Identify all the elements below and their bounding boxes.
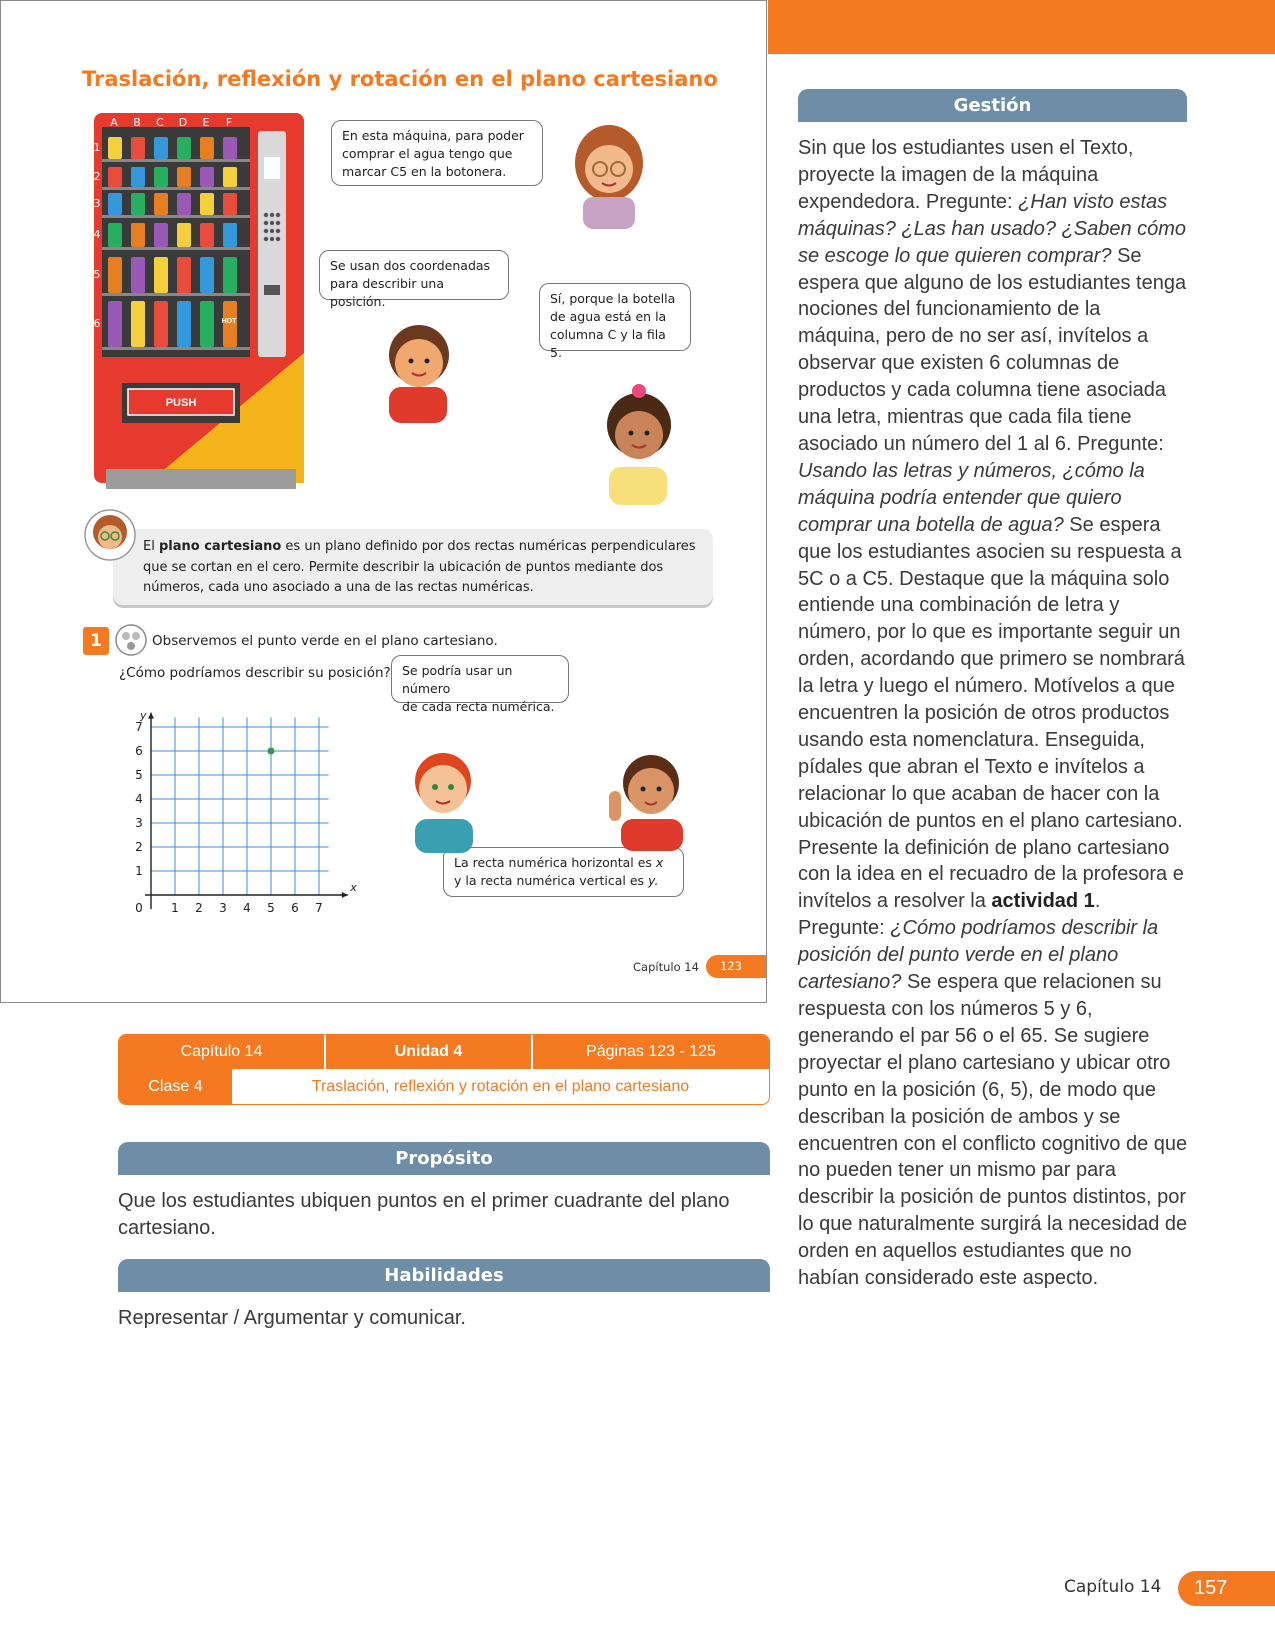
- kid4-speech-bubble: La recta numérica horizontal es x y la recta numérica vertical es y.: [443, 847, 684, 897]
- product-item: [200, 167, 214, 187]
- activity-instruction: Observemos el punto verde en el plano cartesiano.: [152, 633, 498, 649]
- gestion-heading: Gestión: [798, 89, 1187, 122]
- product-item: [154, 223, 168, 247]
- gestion-text: Sin que los estudiantes usen el Texto, proyecte la imagen de la máquina expendedora. Pregunte: ¿Han visto estas máquinas? ¿Las han usado? ¿Saben cómo se escoge lo que quieren comprar? Se espera que alguno de los estudiantes tenga nociones del funcionamiento de la máquina, pero de no ser así, invítelos a observar que existen 6 columnas de productos y cada columna tiene asociada una letra, mientras que cada fila tiene asociado un número del 1 al 6. Pregunte: Usando las letras y números, ¿cómo la máquina podría entender que quiero comprar una botella de agua? Se espera que los estudiantes asocien su respuesta a 5C o a C5. Destaque que la máquina solo entiende una combinación de letra y número, por lo que es importante seguir un orden, acordando que primero se nombrará la letra y luego el número. Motívelos a que encuentren la posición de otros productos usando esta nomenclatura. Enseguida, pídales que abran el Texto e invítelos a relacionar lo que acaban de hacer con la ubicación de puntos en el plano cartesiano. Presente la definición de plano cartesiano con la idea en el recuadro de la profesora e invítelos a resolver la actividad 1. Pregunte: ¿Cómo podríamos describir la posición del punto verde en el plano cartesiano? Se espera que relacionen su respuesta con los números 5 y 6, generando el par 56 o el 65. Se sugiere proyectar el plano cartesiano y ubicar otro punto en la posición (6, 5), de modo que describan la posición de ambos y se encuentren con el conflicto cognitivo de que no pueden tener un mismo par para describir la posición de puntos distintos, por lo que naturalmente surgirá la necesidad de orden en aquellos estudiantes que no habían considerado este aspecto.: [798, 137, 1188, 1290]
- student-page-preview: [0, 0, 767, 1003]
- vending-machine-illustration: [88, 113, 310, 501]
- y-tick-label: 7: [135, 720, 143, 734]
- boy-character-illustration: [379, 313, 459, 423]
- top-accent-band: [768, 0, 1275, 54]
- product-item: [154, 167, 168, 187]
- cartesian-plane: [126, 685, 376, 925]
- product-item: [200, 137, 214, 159]
- row-label: 4: [93, 228, 101, 241]
- display-icon: [264, 157, 280, 179]
- product-item: [154, 137, 168, 159]
- column-label: E: [202, 116, 210, 129]
- info-table-header-row: [119, 1035, 769, 1069]
- activity-number-badge: 1: [83, 627, 109, 655]
- habilidades-heading: Habilidades: [118, 1259, 770, 1292]
- unit-cell: Unidad 4: [394, 1043, 463, 1060]
- y-axis-label: y: [140, 709, 147, 722]
- proposito-heading: Propósito: [118, 1142, 770, 1175]
- product-item: [200, 257, 214, 293]
- x-tick-label: 1: [171, 901, 179, 915]
- y-tick-label: 6: [135, 744, 143, 758]
- y-tick-label: 3: [135, 816, 143, 830]
- student-page-number: 123: [706, 955, 767, 978]
- product-item: [154, 301, 168, 347]
- product-item: [131, 301, 145, 347]
- y-tick-label: 4: [135, 792, 143, 806]
- x-axis-label: x: [350, 881, 357, 894]
- girl-speech-bubble: Sí, porque la botella de agua está en la columna C y la fila 5.: [539, 283, 691, 351]
- product-item: [154, 257, 168, 293]
- page-chapter-label: Capítulo 14: [1064, 1577, 1162, 1597]
- row-label: 2: [93, 170, 101, 183]
- teacher-avatar: [83, 508, 137, 562]
- plane-grid: [151, 717, 329, 895]
- product-item: [177, 137, 191, 159]
- column-label: A: [110, 116, 118, 129]
- class-title-cell: Traslación, reflexión y rotación en el plano cartesiano: [311, 1078, 690, 1095]
- proposito-text: Que los estudiantes ubiquen puntos en el primer cuadrante del plano cartesiano.: [118, 1190, 730, 1239]
- product-item: [223, 193, 237, 215]
- definition-box: El plano cartesiano es un plano definido por dos rectas numéricas perpendiculares que se cortan en el cero. Permite describir la ubicación de puntos mediante dos números, cada uno asociado a una de las rectas numéricas.: [113, 529, 713, 605]
- machine-base: [106, 469, 296, 489]
- y-tick-label: 5: [135, 768, 143, 782]
- class-label-cell: Clase 4: [119, 1069, 232, 1105]
- column-label: C: [156, 116, 164, 129]
- info-table-class-row: [119, 1069, 769, 1105]
- definition-term: plano cartesiano: [158, 539, 282, 554]
- column-label: F: [225, 116, 233, 129]
- row-label: 3: [93, 197, 101, 210]
- x-tick-label: 7: [315, 901, 323, 915]
- pages-cell: Páginas 123 - 125: [586, 1043, 716, 1060]
- y-tick-label: 2: [135, 840, 143, 854]
- x-tick-label: 3: [219, 901, 227, 915]
- product-item: [223, 137, 237, 159]
- product-item: [154, 193, 168, 215]
- x-tick-label: 4: [243, 901, 251, 915]
- y-tick-label: 1: [135, 864, 143, 878]
- origin-label: 0: [135, 901, 143, 915]
- coin-slot-icon: [264, 285, 280, 295]
- product-item: [131, 137, 145, 159]
- product-item: [223, 223, 237, 247]
- boy-speech-bubble: Se usan dos coordenadas para describir una posición.: [319, 250, 509, 300]
- product-item: [108, 193, 122, 215]
- group-work-icon: [115, 623, 147, 657]
- activity-reference: actividad 1: [991, 890, 1095, 913]
- kid4-character-illustration: [605, 747, 689, 851]
- activity-question: ¿Cómo podríamos describir su posición?: [119, 665, 391, 681]
- product-item: [108, 223, 122, 247]
- x-tick-label: 5: [267, 901, 275, 915]
- product-item: [200, 301, 214, 347]
- product-item: [131, 193, 145, 215]
- plane-tick-labels: [135, 709, 357, 915]
- green-point: [268, 748, 275, 755]
- kid3-speech-bubble: Se podría usar un número de cada recta numérica.: [391, 655, 569, 703]
- product-item: [131, 167, 145, 187]
- product-item: [223, 167, 237, 187]
- product-item: [177, 257, 191, 293]
- student-page-title: Traslación, reflexión y rotación en el plano cartesiano: [82, 67, 718, 91]
- chapter-cell: Capítulo 14: [180, 1043, 263, 1060]
- product-item: [131, 223, 145, 247]
- product-item: [108, 301, 122, 347]
- push-label: PUSH: [165, 397, 197, 409]
- product-item: [131, 257, 145, 293]
- product-item: [200, 223, 214, 247]
- kid3-character-illustration: [405, 743, 485, 853]
- product-item: [223, 257, 237, 293]
- product-item: [200, 193, 214, 215]
- product-item: [108, 137, 122, 159]
- teacher-speech-bubble: En esta máquina, para poder comprar el agua tengo que marcar C5 en la botonera.: [331, 120, 543, 186]
- x-tick-label: 6: [291, 901, 299, 915]
- row-label: 6: [93, 317, 101, 330]
- product-item: [177, 193, 191, 215]
- column-label: D: [178, 116, 188, 129]
- product-item: [177, 301, 191, 347]
- lesson-info-table: [118, 1034, 770, 1105]
- product-item: [177, 167, 191, 187]
- student-page-chapter-label: Capítulo 14: [633, 960, 699, 974]
- x-tick-label: 2: [195, 901, 203, 915]
- girl-character-illustration: [599, 381, 679, 506]
- page-number: 157: [1178, 1571, 1275, 1606]
- product-item: [108, 167, 122, 187]
- snack-label: HOT: [221, 318, 237, 325]
- row-label: 5: [93, 268, 101, 281]
- row-label: 1: [93, 141, 101, 154]
- product-item: [177, 223, 191, 247]
- column-label: B: [133, 116, 141, 129]
- product-item: [108, 257, 122, 293]
- teacher-character-illustration: [569, 121, 649, 229]
- habilidades-text: Representar / Argumentar y comunicar.: [118, 1307, 466, 1329]
